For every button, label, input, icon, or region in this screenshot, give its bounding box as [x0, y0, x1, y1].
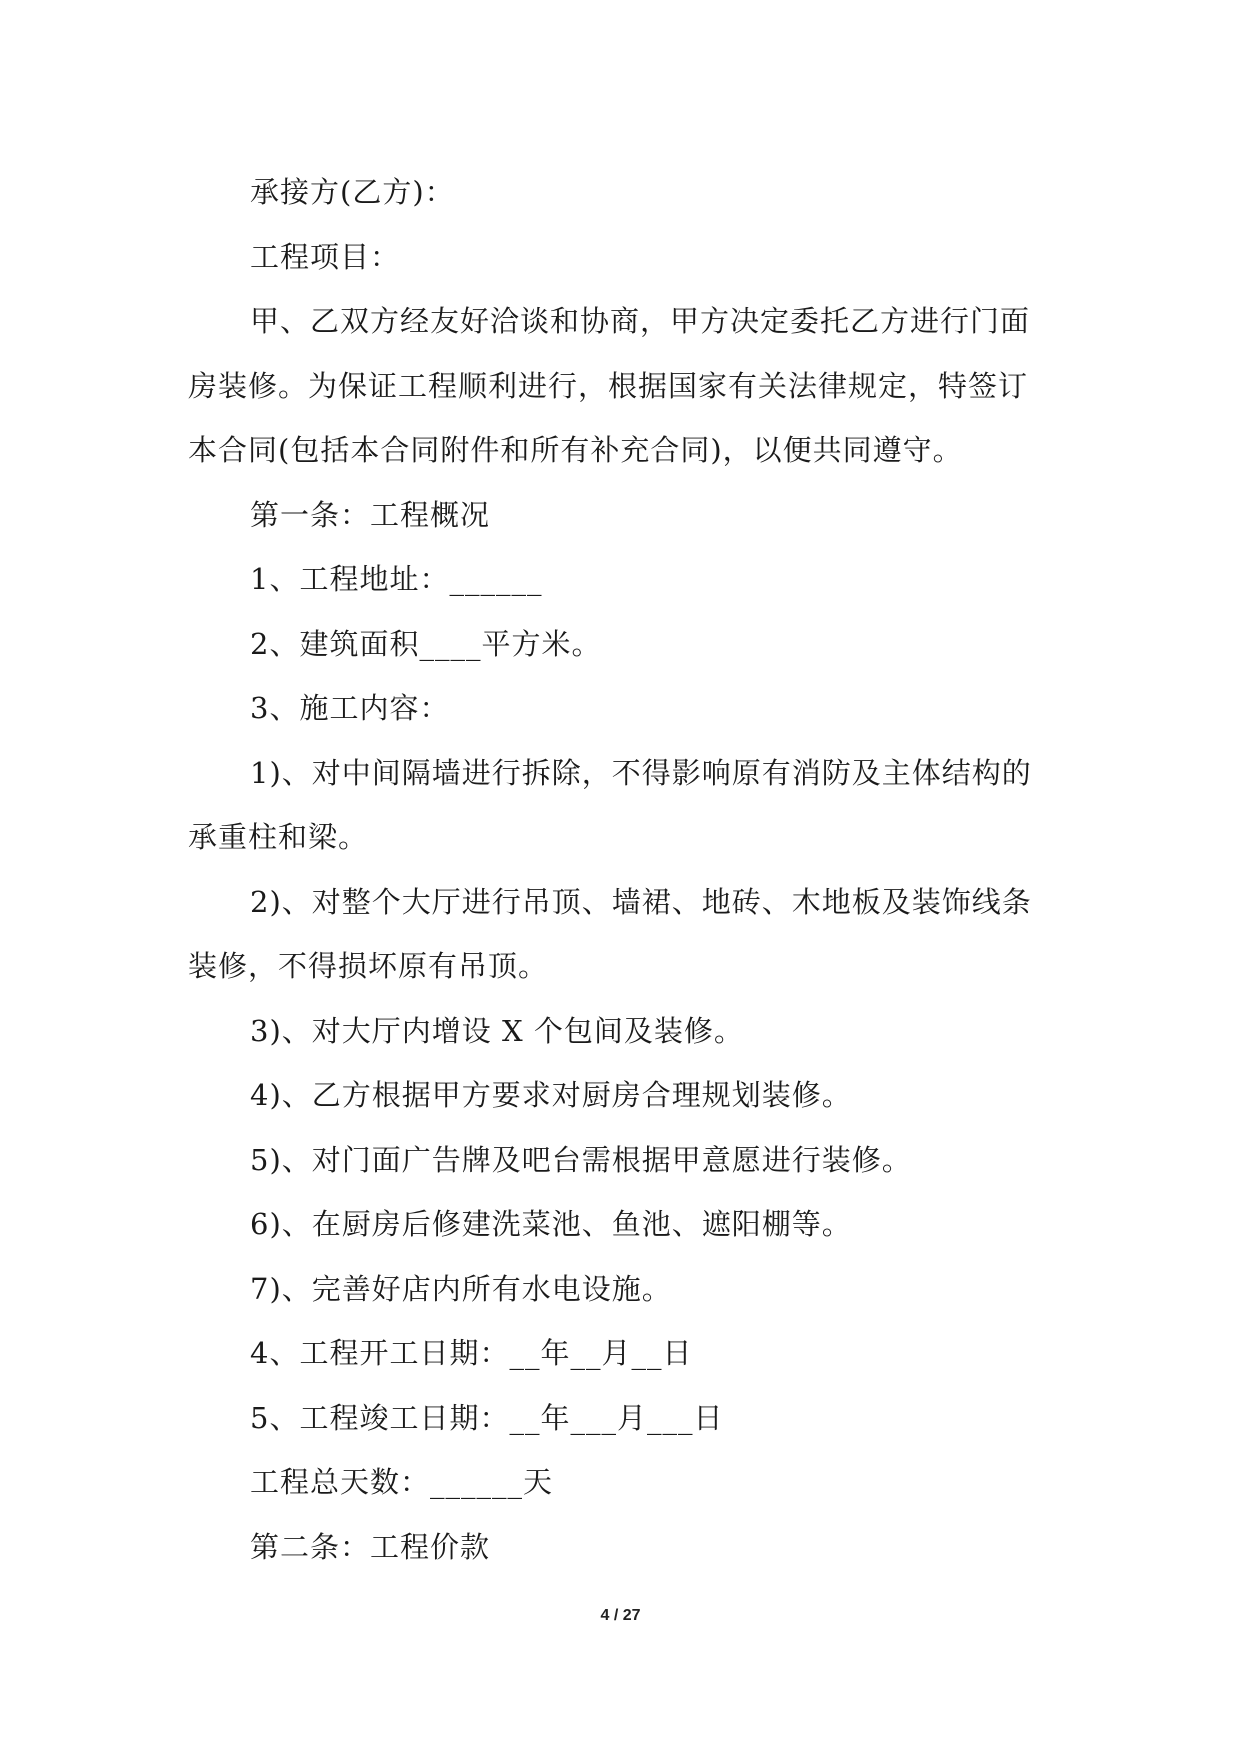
list-item: 3、施工内容： [250, 691, 450, 725]
paragraph-line: 房装修。为保证工程顺利进行，根据国家有关法律规定，特签订 [188, 368, 1029, 403]
section-heading: 第二条：工程价款 [250, 1529, 491, 1564]
project-label: 工程项目： [250, 239, 401, 274]
list-item: 2)、对整个大厅进行吊顶、墙裙、地砖、木地板及装饰线条 [250, 884, 1032, 919]
list-item: 4)、乙方根据甲方要求对厨房合理规划装修。 [250, 1078, 852, 1112]
list-item: 1、工程地址：______ [250, 562, 543, 596]
contractor-label: 承接方(乙方)： [250, 175, 455, 209]
paragraph-line: 本合同(包括本合同附件和所有补充合同)，以便共同遵守。 [188, 433, 963, 467]
list-item: 7)、完善好店内所有水电设施。 [250, 1271, 672, 1306]
list-item: 2、建筑面积____平方米。 [250, 626, 602, 661]
document-body [188, 160, 1048, 1579]
list-item: 5)、对门面广告牌及吧台需根据甲意愿进行装修。 [250, 1142, 912, 1177]
list-item: 3)、对大厅内增设 X 个包间及装修。 [250, 1013, 744, 1048]
page-number: 4 / 27 [600, 1607, 641, 1624]
total-days-line: 工程总天数：______天 [250, 1465, 554, 1499]
list-item-continuation: 承重柱和梁。 [188, 820, 369, 854]
list-item: 1)、对中间隔墙进行拆除，不得影响原有消防及主体结构的 [250, 755, 1032, 790]
list-item: 4、工程开工日期：__年__月__日 [250, 1336, 693, 1370]
list-item-continuation: 装修，不得损坏原有吊顶。 [188, 949, 549, 983]
section-heading: 第一条：工程概况 [250, 497, 491, 532]
list-item: 6)、在厨房后修建洗菜池、鱼池、遮阳棚等。 [250, 1207, 852, 1241]
paragraph-line: 甲、乙双方经友好洽谈和协商，甲方决定委托乙方进行门面 [250, 304, 1031, 338]
list-item: 5、工程竣工日期：__年___月___日 [250, 1400, 724, 1435]
